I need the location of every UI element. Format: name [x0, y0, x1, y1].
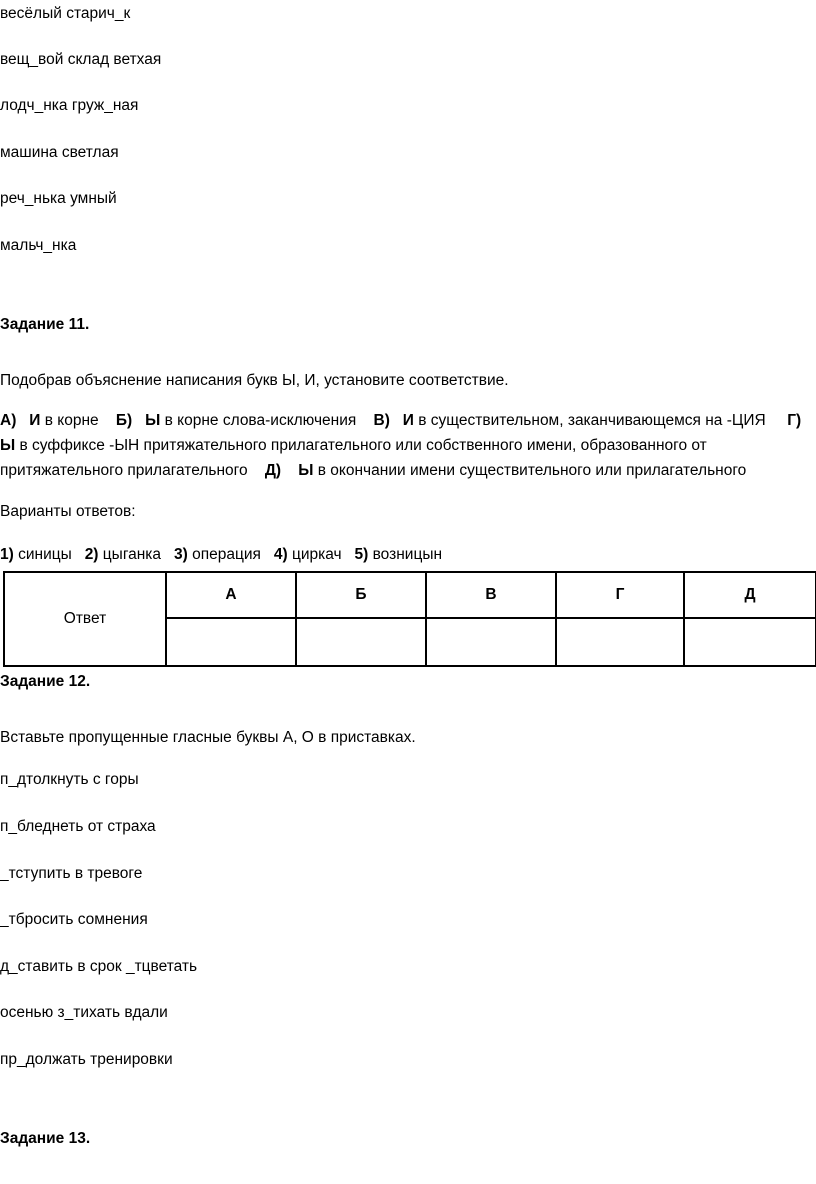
list-item: лодч_нка груж_ная [0, 97, 139, 114]
list-item: машина светлая [0, 144, 119, 161]
option-v: В) И в существительном, заканчивающемся на -ЦИЯ [373, 412, 766, 429]
answer-cell-g[interactable] [556, 618, 684, 666]
list-item: _тступить в тревоге [0, 865, 143, 882]
answer-header-b: Б [296, 572, 426, 618]
option-a: А) И в корне [0, 412, 99, 429]
option-g: Г) Ы в суффиксе -ЫН притяжательного прилагательного или собственного имени, образованного от притяжательного прилагательного [0, 412, 802, 479]
variants-list: 1) синицы 2) цыганка 3) операция 4) циркач 5) возницын [0, 546, 443, 563]
answer-header-g: Г [556, 572, 684, 618]
task-11-options [0, 408, 810, 483]
list-item: п_дтолкнуть с горы [0, 771, 139, 788]
list-item: _тбросить сомнения [0, 911, 148, 928]
answer-cell-a[interactable] [166, 618, 296, 666]
variants-label: Варианты ответов: [0, 503, 136, 520]
answer-row-label: Ответ [4, 572, 166, 666]
list-item: пр_должать тренировки [0, 1051, 173, 1068]
option-b: Б) Ы в корне слова-исключения [115, 412, 357, 429]
option-d: Д) Ы в окончании имени существительного или прилагательного [264, 462, 747, 479]
list-item: п_бледнеть от страха [0, 818, 156, 835]
list-item: реч_нька умный [0, 190, 117, 207]
answer-cell-b[interactable] [296, 618, 426, 666]
task-11-instruction: Подобрав объяснение написания букв Ы, И, установите соответствие. [0, 372, 509, 389]
task-12-title: Задание 12. [0, 673, 91, 690]
task-11-title: Задание 11. [0, 316, 90, 333]
answer-header-v: В [426, 572, 556, 618]
list-item: вещ_вой склад ветхая [0, 51, 162, 68]
list-item: мальч_нка [0, 237, 77, 254]
answer-cell-v[interactable] [426, 618, 556, 666]
answer-header-a: А [166, 572, 296, 618]
task-12-instruction: Вставьте пропущенные гласные буквы А, О в приставках. [0, 729, 416, 746]
answer-header-d: Д [684, 572, 816, 618]
answer-cell-d[interactable] [684, 618, 816, 666]
list-item: весёлый старич_к [0, 5, 131, 22]
list-item: д_ставить в срок _тцветать [0, 958, 198, 975]
task-13-title: Задание 13. [0, 1130, 91, 1147]
list-item: осенью з_тихать вдали [0, 1004, 168, 1021]
answer-table [3, 571, 816, 667]
